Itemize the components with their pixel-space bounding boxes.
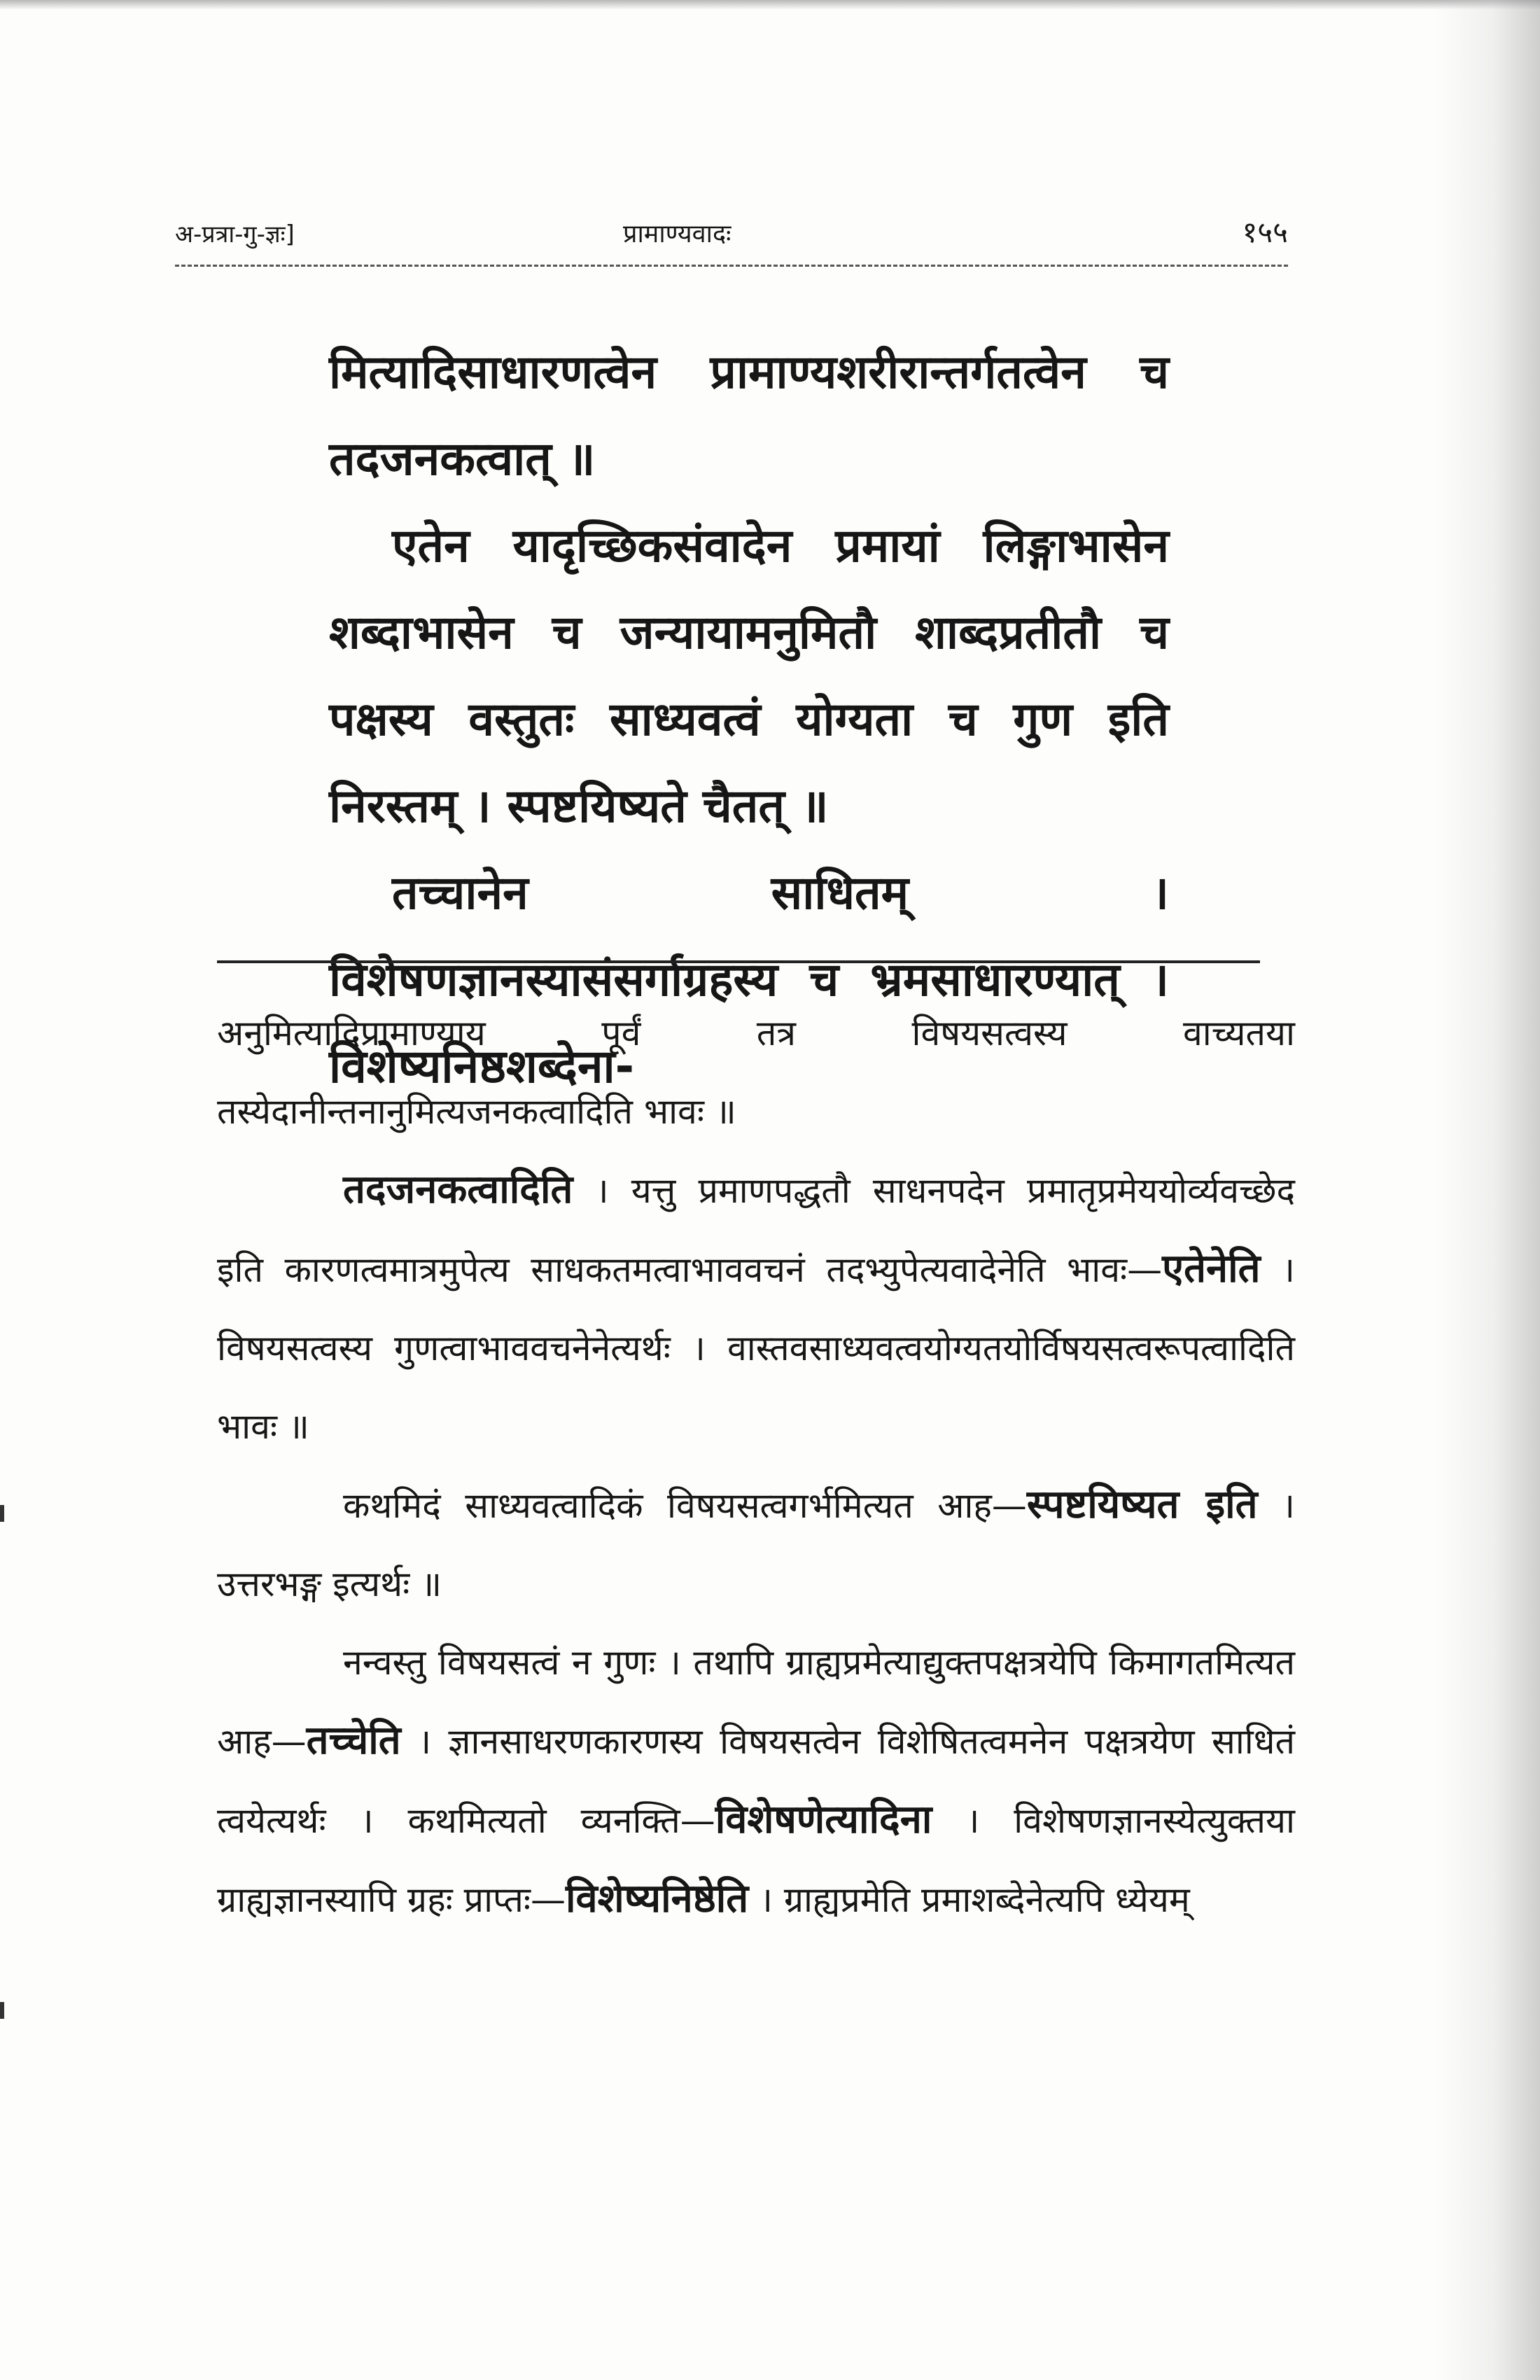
commentary-paragraph [217, 1151, 1295, 1466]
margin-mark [0, 2002, 4, 2019]
commentary-paragraph [217, 1466, 1295, 1623]
pratika-term: तच्चेति [306, 1718, 401, 1763]
pratika-term: स्पष्टयिष्यत इति [1026, 1482, 1258, 1527]
commentary-text: । यत्तु प्रमाणपद्धतौ साधनपदेन प्रमातृप्रमेययोर्व्यवच्छेद इति कारणत्वमात्रमुपेत्य साधकतमत्वाभाववचनं तदभ्युपेत्यवादेनेति भावः— [217, 1170, 1295, 1290]
commentary-text: । उत्तरभङ्ग इत्यर्थः ॥ [217, 1485, 1296, 1604]
page-header [175, 210, 1288, 280]
commentary-paragraph [217, 1623, 1295, 1939]
header-rule [175, 265, 1288, 267]
page-number: १५५ [1242, 215, 1288, 249]
pratika-term: विशेषणेत्यादिना [715, 1797, 932, 1842]
commentary-text: । ज्ञानसाधरणकारणस्य विषयसत्वेन विशेषितत्वमनेन पक्षत्रयेण साधितं त्वयेत्यर्थः । कथमित्यतो व्यनक्ति— [217, 1721, 1295, 1841]
pratika-term: एतेनेति [1162, 1246, 1261, 1292]
main-paragraph: मित्यादिसाधारणत्वेन प्रामाण्यशरीरान्तर्गतत्वेन च तदजनकत्वात् ॥ [329, 345, 1169, 486]
running-title: प्रामाण्यवादः [623, 220, 732, 248]
margin-mark [0, 1505, 4, 1522]
header-section-label: अ-प्रत्रा-गु-ज्ञः] [175, 220, 295, 248]
commentary-text: । ग्राह्यप्रमेति प्रमाशब्देनेत्यपि ध्येयम् [748, 1879, 1190, 1920]
main-text [329, 329, 1169, 1110]
commentary-text: कथमिदं साध्यवत्वादिकं विषयसत्वगर्भमित्यत आह— [343, 1485, 1027, 1526]
pratika-term: विशेष्यनिष्ठेति [566, 1876, 749, 1921]
main-paragraph: एतेन यादृच्छिकसंवादेन प्रमायां लिङ्गाभासेन शब्दाभासेन च जन्यायामनुमितौ शाब्दप्रतीतौ च पक्षस्य वस्तुतः साध्यवत्वं योग्यता च गुण इति निरस्तम् । स्पष्टयिष्यते चैतत् ॥ [329, 519, 1169, 833]
binding-shadow [1435, 0, 1540, 2380]
commentary-text: नन्वस्तु विषयसत्वं न गुणः । तथापि ग्राह्यप्रमेत्याद्युक्तपक्षत्रयेपि किमागतमित्यत आह— [217, 1642, 1295, 1762]
footnote-divider [217, 960, 1260, 963]
commentary [217, 994, 1295, 1939]
page-top-edge [0, 0, 1540, 10]
pratika-term: तदजनकत्वादिति [343, 1167, 573, 1212]
commentary-text: । विशेषणज्ञानस्येत्युक्तया ग्राह्यज्ञानस्यापि ग्रहः प्राप्तः— [217, 1800, 1295, 1920]
commentary-paragraph: अनुमित्यादिप्रामाण्याय पूर्वं तत्र विषयसत्वस्य वाच्यतया तस्येदानीन्तनानुमित्यजनकत्वादिति भावः ॥ [217, 1013, 1295, 1132]
main-paragraph: तच्चानेन साधितम् । विशेषणज्ञानस्यासंसर्गाग्रहस्य च भ्रमसाधारण्यात् । विशेष्यनिष्ठशब्देना- [329, 866, 1169, 1093]
commentary-text: । विषयसत्वस्य गुणत्वाभाववचनेनेत्यर्थः । वास्तवसाध्यवत्वयोग्यतयोर्विषयसत्वरूपत्वादिति भावः ॥ [217, 1250, 1296, 1447]
